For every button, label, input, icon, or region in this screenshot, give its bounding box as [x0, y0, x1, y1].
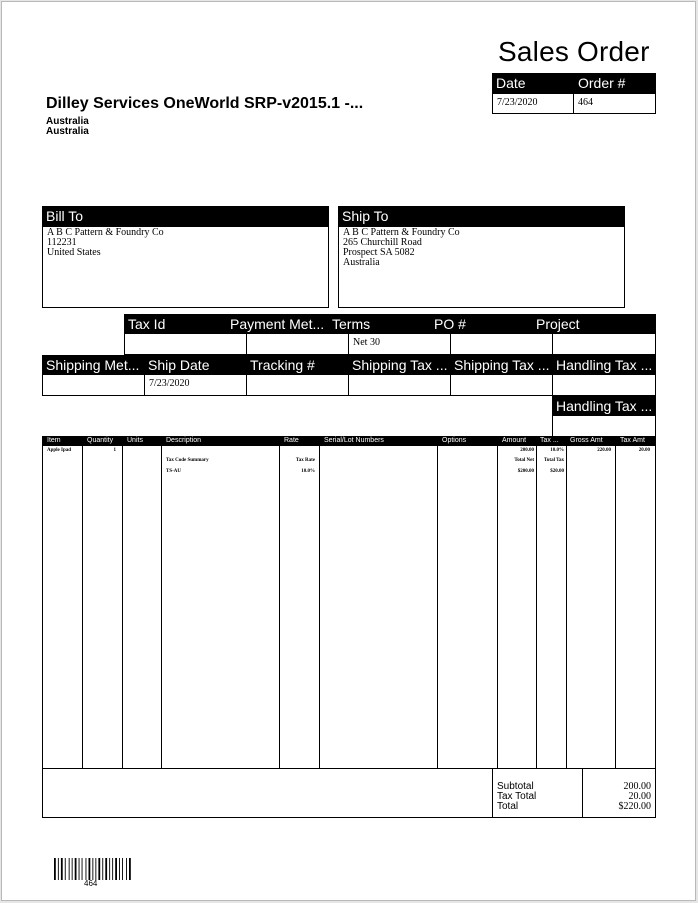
bill-to-header: Bill To: [42, 206, 329, 227]
col-options-header: Options: [442, 437, 467, 444]
bill-to-line: A B C Pattern & Foundry Co: [47, 227, 164, 238]
item-gross-amount: 220.00: [597, 448, 611, 453]
barcode-bar: [95, 858, 96, 880]
shipping-tax-value: [348, 375, 451, 396]
tax-id-value: [124, 334, 247, 355]
col-serial-header: Serial/Lot Numbers: [324, 437, 384, 444]
barcode-bar: [102, 858, 103, 880]
barcode-bar: [89, 858, 91, 880]
barcode-bar: [115, 858, 117, 880]
date-header: Date: [492, 73, 574, 94]
handling-tax-header-2: Handling Tax ...: [552, 396, 656, 416]
ship-date-value: 7/23/2020: [144, 375, 247, 396]
col-amount-header: Amount: [502, 437, 527, 444]
col-gross-header: Gross Amt: [570, 437, 603, 444]
col-description-header: Description: [166, 437, 202, 444]
total-value: $220.00: [618, 801, 651, 812]
project-header: Project: [532, 314, 656, 334]
barcode-bar: [129, 858, 131, 880]
tracking-number-header: Tracking #: [246, 355, 348, 375]
ship-to-header: Ship To: [338, 206, 625, 227]
bill-to-address: [42, 227, 329, 308]
col-units-header: Units: [127, 437, 143, 444]
order-number-value: 464: [573, 94, 656, 114]
items-table-body: [42, 446, 656, 769]
barcode-bar: [105, 858, 107, 880]
col-rate-header: Rate: [284, 437, 299, 444]
barcode-bar: [69, 858, 70, 880]
po-number-value: [450, 334, 553, 355]
handling-tax-header: Handling Tax ...: [552, 355, 656, 375]
shipping-method-header: Shipping Met...: [42, 355, 144, 375]
col-item-header: Item: [47, 437, 61, 444]
handling-tax-value: [552, 375, 656, 396]
barcode-bar: [72, 858, 73, 880]
subtotal-label: Subtotal: [497, 781, 534, 792]
barcode-bar: [112, 858, 113, 880]
ship-to-line: 265 Churchill Road: [343, 237, 422, 248]
shipping-tax-value-2: [450, 375, 553, 396]
barcode-bar: [65, 858, 66, 880]
terms-value: Net 30: [348, 334, 451, 355]
tax-code-summary-label: Tax Code Summary: [166, 458, 209, 463]
bill-to-line: 112231: [47, 237, 77, 248]
total-label: Total: [497, 801, 519, 812]
date-value: 7/23/2020: [492, 94, 574, 114]
tax-code-rate: 10.0%: [301, 469, 315, 474]
col-tax-rate-header: Tax ...: [540, 437, 559, 444]
payment-method-value: [246, 334, 349, 355]
tracking-number-value: [246, 375, 349, 396]
barcode-bar: [119, 858, 120, 880]
barcode-bar: [61, 858, 63, 880]
item-tax-amount: 20.00: [638, 448, 650, 453]
barcode-bar: [54, 858, 56, 880]
item-amount: 200.00: [520, 448, 534, 453]
item-tax-rate: 10.0%: [550, 448, 564, 453]
document-title: Sales Order: [498, 36, 650, 67]
barcode-bar: [58, 858, 59, 880]
totals-box: [42, 768, 656, 818]
barcode-bar: [109, 858, 110, 880]
subtotal-value: 200.00: [623, 781, 651, 792]
ship-to-line: A B C Pattern & Foundry Co: [343, 227, 460, 238]
company-name: Dilley Services OneWorld SRP-v2015.1 -...: [46, 95, 364, 112]
total-net-label: Total Net: [514, 458, 534, 463]
tax-code: TS-AU: [166, 469, 182, 474]
tax-total-label: Tax Total: [497, 791, 537, 802]
tax-rate-label: Tax Rate: [295, 458, 315, 463]
ship-date-header: Ship Date: [144, 355, 246, 375]
barcode-bar: [92, 858, 93, 880]
col-quantity-header: Quantity: [87, 437, 114, 444]
ship-to-address: [338, 227, 625, 308]
barcode-number: 464: [84, 879, 98, 888]
shipping-method-value: [42, 375, 145, 396]
terms-header: Terms: [328, 314, 430, 334]
barcode-bar: [122, 858, 123, 880]
shipping-tax-header-2: Shipping Tax ...: [450, 355, 552, 375]
barcode-bar: [126, 858, 127, 880]
shipping-tax-header: Shipping Tax ...: [348, 355, 450, 375]
project-value: [552, 334, 656, 355]
barcode-bar: [98, 858, 100, 880]
item-name: Apple Ipad: [47, 448, 72, 453]
company-country-line1: Australia: [46, 116, 89, 127]
company-country-line2: Australia: [46, 126, 89, 137]
total-tax-label: Total Tax: [544, 458, 564, 463]
barcode-bar: [82, 858, 83, 880]
ship-to-line: Prospect SA 5082: [343, 247, 415, 258]
barcode-bar: [86, 858, 87, 880]
items-header-row: [42, 436, 656, 446]
ship-to-line: Australia: [343, 257, 380, 268]
tax-total-value: 20.00: [628, 791, 651, 802]
po-number-header: PO #: [430, 314, 532, 334]
col-tax-amt-header: Tax Amt: [620, 437, 645, 444]
payment-method-header: Payment Met...: [226, 314, 328, 334]
barcode-image: [54, 858, 132, 880]
barcode-bar: [75, 858, 77, 880]
barcode-bar: [79, 858, 80, 880]
tax-code-tax: $20.00: [550, 469, 564, 474]
handling-tax-value-2: [552, 416, 656, 437]
tax-id-header: Tax Id: [124, 314, 226, 334]
item-quantity: 1: [113, 448, 116, 453]
bill-to-line: United States: [47, 247, 101, 258]
order-number-header: Order #: [574, 73, 656, 94]
tax-code-net: $200.00: [517, 469, 534, 474]
